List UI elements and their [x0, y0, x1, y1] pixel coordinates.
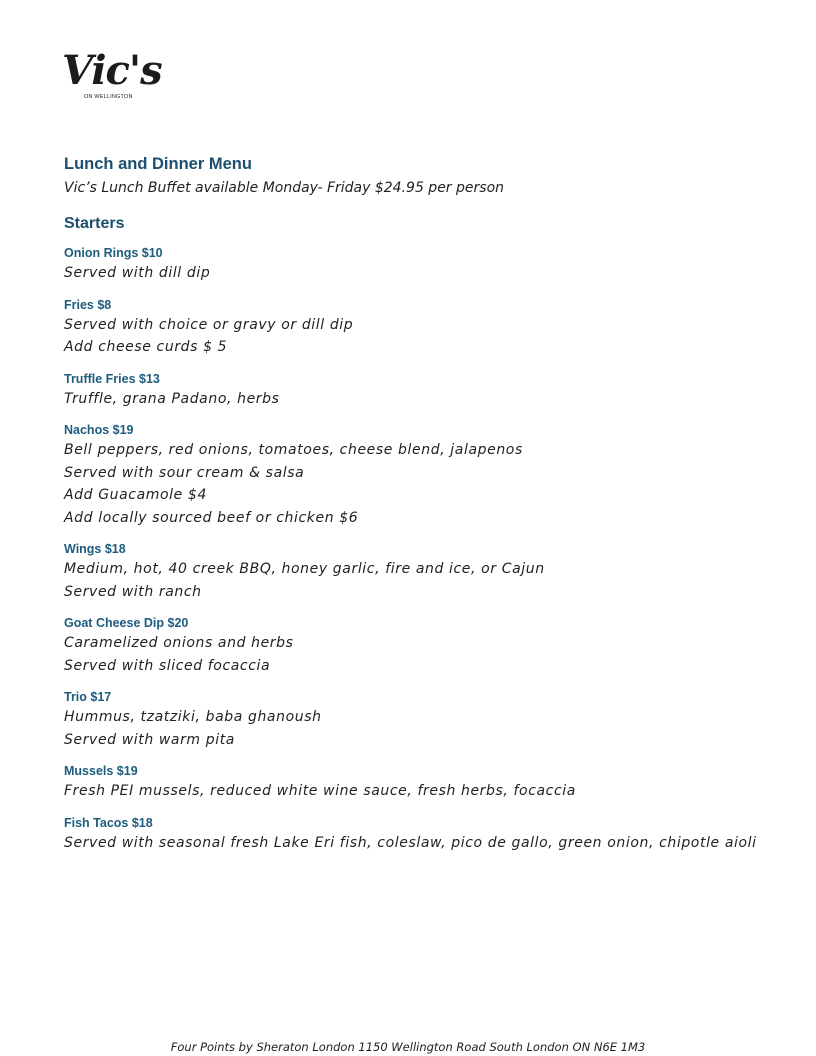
menu-item-name: Mussels $19: [64, 764, 138, 778]
menu-item: [64, 688, 794, 751]
menu-item-description: Served with warm pita: [64, 731, 235, 748]
menu-item-list: [64, 244, 794, 854]
vics-logo: [62, 44, 162, 106]
menu-item-description: Add cheese curds $ 5: [64, 339, 228, 355]
menu-item-description: Served with choice or gravy or dill dip: [64, 316, 354, 333]
menu-item-name: Goat Cheese Dip $20: [64, 616, 189, 630]
menu-item-name: Onion Rings $10: [64, 246, 163, 260]
menu-item-description: Served with seasonal fresh Lake Eri fish, coleslaw, pico de gallo, green onion, chipotle aioli: [64, 834, 757, 851]
menu-item-description: Served with ranch: [64, 583, 202, 600]
menu-item-name: Fish Tacos $18: [64, 815, 153, 830]
menu-item: [64, 421, 794, 529]
menu-item-description: Served with sour cream & salsa: [64, 464, 305, 481]
menu-item: [64, 296, 794, 359]
logo-wordmark: Vic's: [62, 47, 162, 94]
menu-item-name: Nachos $19: [64, 423, 134, 437]
menu-item-name: Fries $8: [64, 297, 112, 312]
menu-subtitle: Vic’s Lunch Buffet available Monday- Friday $24.95 per person: [64, 180, 505, 196]
menu-item: [64, 540, 794, 603]
menu-item-description: Bell peppers, red onions, tomatoes, cheese blend, jalapenos: [64, 442, 523, 458]
menu-item: [64, 762, 794, 803]
menu-item-description: Fresh PEI mussels, reduced white wine sauce, fresh herbs, focaccia: [64, 783, 576, 799]
menu-item-description: Served with sliced focaccia: [64, 657, 271, 674]
menu-item-description: Add Guacamole $4: [64, 487, 207, 503]
menu-item: [64, 244, 794, 285]
menu-item-description: Add locally sourced beef or chicken $6: [64, 509, 359, 526]
menu-item-description: Medium, hot, 40 creek BBQ, honey garlic, fire and ice, or Cajun: [64, 561, 545, 577]
menu-item-name: Truffle Fries $13: [64, 371, 160, 386]
menu-content: [64, 152, 794, 865]
section-title-starters: Starters: [64, 215, 125, 232]
menu-item-description: Served with dill dip: [64, 265, 211, 281]
footer-address: Four Points by Sheraton London 1150 Wellington Road South London ON N6E 1M3: [170, 1040, 646, 1054]
menu-item: [64, 370, 794, 411]
menu-item-name: Wings $18: [64, 542, 126, 556]
menu-item: [64, 814, 794, 855]
logo-tagline: ON WELLINGTON: [84, 94, 133, 100]
menu-item-description: Truffle, grana Padano, herbs: [64, 390, 280, 407]
menu-title: Lunch and Dinner Menu: [64, 155, 252, 173]
menu-item: [64, 614, 794, 677]
menu-item-name: Trio $17: [64, 690, 112, 704]
menu-item-description: Caramelized onions and herbs: [64, 635, 294, 651]
menu-item-description: Hummus, tzatziki, baba ghanoush: [64, 709, 322, 725]
